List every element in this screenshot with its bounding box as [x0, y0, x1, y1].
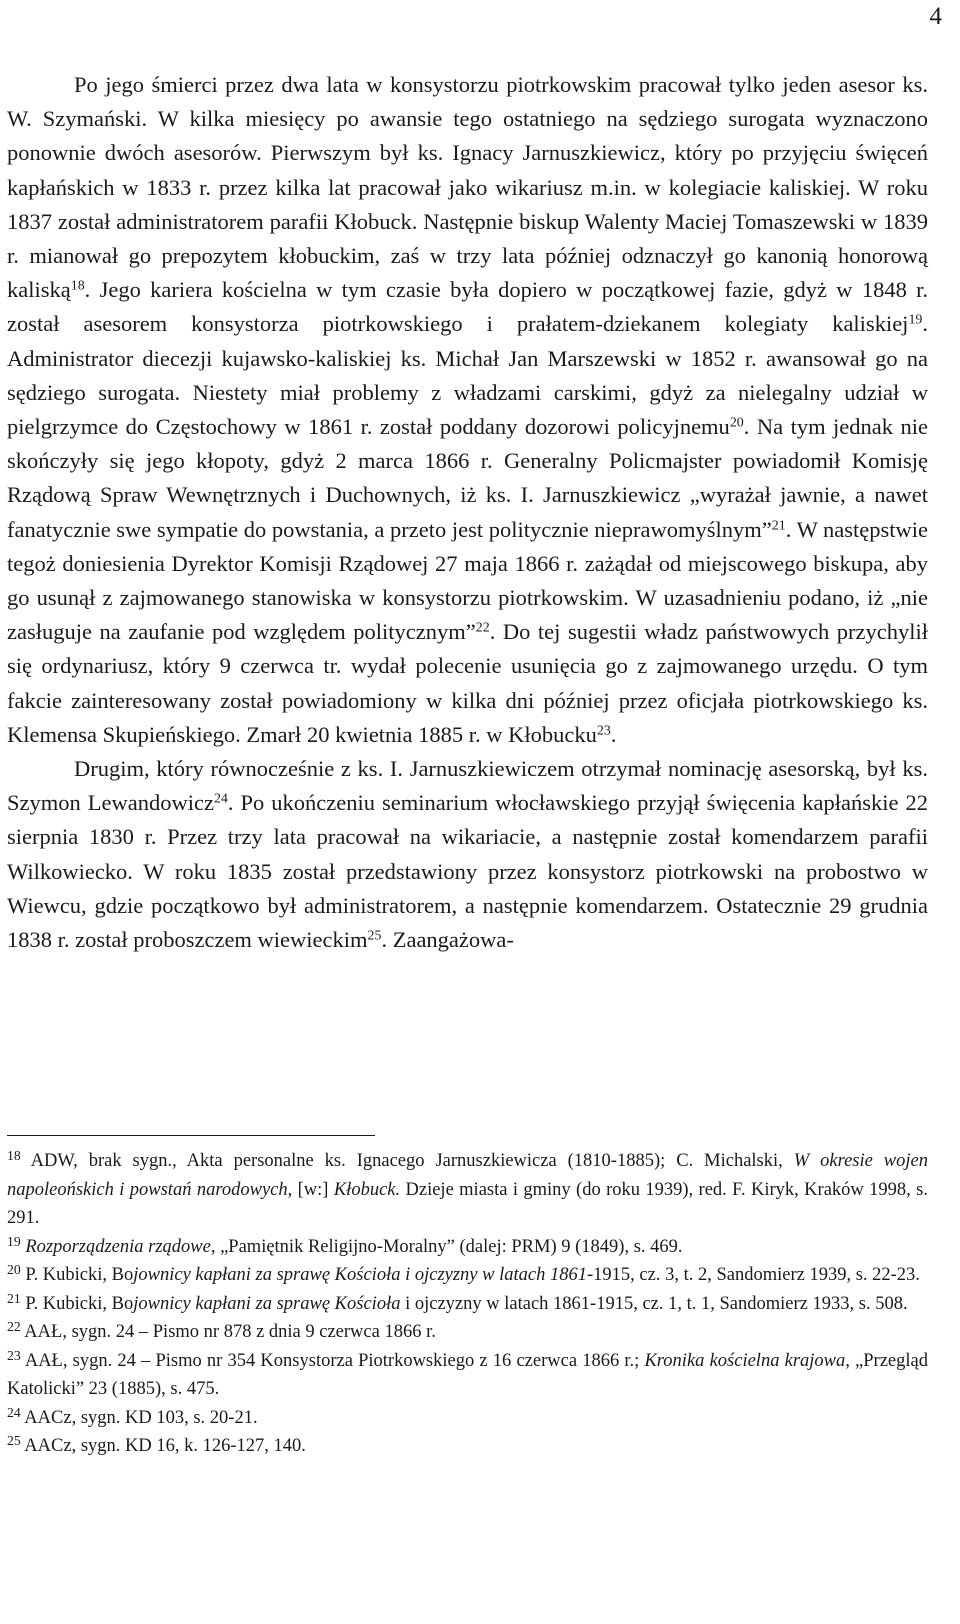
italic-text: jownicy kapłani za sprawę Kościoła	[133, 1293, 401, 1314]
footnote-ref: 19	[908, 312, 923, 328]
italic-text: Kronika kościelna krajowa,	[644, 1350, 850, 1371]
text-run: ADW, brak sygn., Akta personalne ks. Ignacego Jarnuszkiewicza (1810-1885); C. Michalski,	[20, 1151, 794, 1171]
footnote-number: 20	[7, 1261, 21, 1277]
text-run: . Po ukończeniu seminarium włocławskiego przyjął święcenia kapłańskie 22 sierpnia 1830 r. Przez trzy lata pracował na wikariacie, a następnie został komendarzem parafii Wilkowiecko. W roku 1835 został przedstawiony przez konsystorz piotrkowski na probostwo w Wiewcu, gdzie początkowo był administratorem, a następnie komendarzem. Ostatecznie 29 grudnia 1838 r. został proboszczem wiewieckim	[7, 790, 928, 953]
text-run: i ojczyzny w latach 1861-1915, cz. 1, t. 1, Sandomierz 1933, s. 508.	[400, 1293, 908, 1314]
footnote-number: 18	[7, 1147, 21, 1163]
italic-text: jownicy kapłani za sprawę Kościoła i ojczyzny w latach 1861	[133, 1265, 587, 1285]
footnote	[7, 1261, 928, 1290]
footnote	[7, 1147, 928, 1233]
text-run: Dzieje miasta i gminy (do roku 1939), red. F. Kiryk, Kraków 1998, s. 291.	[7, 1179, 928, 1228]
text-run: [w:]	[292, 1179, 334, 1200]
footnote-number: 21	[7, 1290, 21, 1306]
text-run: . W następstwie tegoż doniesienia Dyrektor Komisji Rządowej 27 maja 1866 r. zażądał od miejscowego biskupa, aby go usunął z zajmowanego stanowiska w konsystorzu piotrkowskim. W uzasadnieniu podano, iż „nie zasługuje na zaufanie pod względem politycznym”	[7, 516, 928, 645]
text-run: Drugim, który równocześnie z ks. I. Jarnuszkiewiczem otrzymał nominację asesorską, był ks. Szymon Lewandowicz	[7, 756, 928, 816]
footnote	[7, 1347, 928, 1404]
text-run: AAŁ, sygn. 24 – Pismo nr 354 Konsystorza Piotrkowskiego z 16 czerwca 1866 r.;	[20, 1350, 645, 1371]
text-run: . Zaangażowa-	[381, 927, 514, 953]
footnote-number: 19	[7, 1233, 21, 1249]
paragraph	[7, 752, 928, 957]
text-run: . Do tej sugestii władz państwowych przychylił się ordynariusz, który 9 czerwca tr. wydał polecenie usunięcia go z zajmowanego urzędu. O tym fakcie zainteresowany został powiadomiony w kilka dni później przez oficjała piotrkowskiego ks. Klemensa Skupieńskiego. Zmarł 20 kwietnia 1885 r. w Kłobucku	[7, 619, 928, 747]
text-run: AACz, sygn. KD 103, s. 20-21.	[20, 1407, 258, 1428]
footnote-ref: 20	[729, 415, 744, 431]
footnote-separator	[7, 1135, 375, 1136]
footnote-ref: 18	[70, 278, 85, 294]
footnote-number: 23	[7, 1347, 21, 1363]
footnote-ref: 21	[771, 517, 786, 533]
paragraph	[7, 68, 928, 752]
footnotes	[7, 1147, 928, 1461]
footnote	[7, 1318, 928, 1347]
italic-text: W okresie wojen napoleońskich i powstań narodowych,	[7, 1151, 928, 1200]
text-run: „Pamiętnik Religijno-Moralny” (dalej: PRM) 9 (1849), s. 469.	[215, 1236, 683, 1257]
text-run: -1915, cz. 3, t. 2, Sandomierz 1939, s. 22-23.	[586, 1265, 920, 1285]
footnote-ref: 22	[475, 620, 490, 636]
page-number: 4	[929, 3, 942, 30]
footnote	[7, 1290, 928, 1319]
body-text	[7, 68, 928, 957]
text-run: Po jego śmierci przez dwa lata w konsystorzu piotrkowskim pracował tylko jeden asesor ks. W. Szymański. W kilka miesięcy po awansie tego ostatniego na sędziego surogata wyznaczono ponownie dwóch asesorów. Pierwszym był ks. Ignacy Jarnuszkiewicz, który po przyjęciu święceń kapłańskich w 1833 r. przez kilka lat pracował jako wikariusz m.in. w kolegiacie kaliskiej. W roku 1837 został administratorem parafii Kłobuck. Następnie biskup Walenty Maciej Tomaszewski w 1839 r. mianował go prepozytem kłobuckim, zaś w trzy lata później odznaczył go kanonią honorową kaliską	[7, 72, 928, 303]
footnote	[7, 1233, 928, 1262]
footnote-ref: 25	[367, 928, 382, 944]
italic-text: Kłobuck.	[333, 1179, 401, 1200]
text-run: P. Kubicki, Bo	[20, 1293, 134, 1314]
text-run: AACz, sygn. KD 16, k. 126-127, 140.	[20, 1436, 306, 1456]
footnote-number: 24	[7, 1404, 21, 1420]
footnote-number: 22	[7, 1318, 21, 1334]
footnote-ref: 23	[596, 723, 611, 739]
footnote	[7, 1432, 928, 1461]
italic-text: Rozporządzenia rządowe,	[25, 1236, 216, 1257]
text-run: . Na tym jednak nie skończyły się jego kłopoty, gdyż 2 marca 1866 r. Generalny Policmajster powiadomił Komisję Rządową Spraw Wewnętrznych i Duchownych, iż ks. I. Jarnuszkiewicz „wyrażał jawnie, a nawet fanatycznie swe sympatie do powstania, a przeto jest politycznie nieprawomyślnym”	[7, 414, 929, 542]
footnote-ref: 24	[213, 791, 228, 807]
footnote-number: 25	[7, 1432, 21, 1448]
text-run: P. Kubicki, Bo	[20, 1265, 134, 1285]
text-run: „Przegląd Katolicki” 23 (1885), s. 475.	[7, 1350, 928, 1399]
text-run: .	[610, 721, 617, 747]
text-run: . Jego kariera kościelna w tym czasie była dopiero w początkowej fazie, gdyż w 1848 r. został asesorem konsystorza piotrkowskiego i prałatem-dziekanem kolegiaty kaliskiej	[7, 277, 928, 337]
footnote	[7, 1404, 928, 1433]
text-run: AAŁ, sygn. 24 – Pismo nr 878 z dnia 9 czerwca 1866 r.	[20, 1322, 436, 1342]
text-run: . Administrator diecezji kujawsko-kaliskiej ks. Michał Jan Marszewski w 1852 r. awansował go na sędziego surogata. Niestety miał problemy z władzami carskimi, gdyż za nielegalny udział w pielgrzymce do Częstochowy w 1861 r. został poddany dozorowi policyjnemu	[7, 311, 928, 440]
